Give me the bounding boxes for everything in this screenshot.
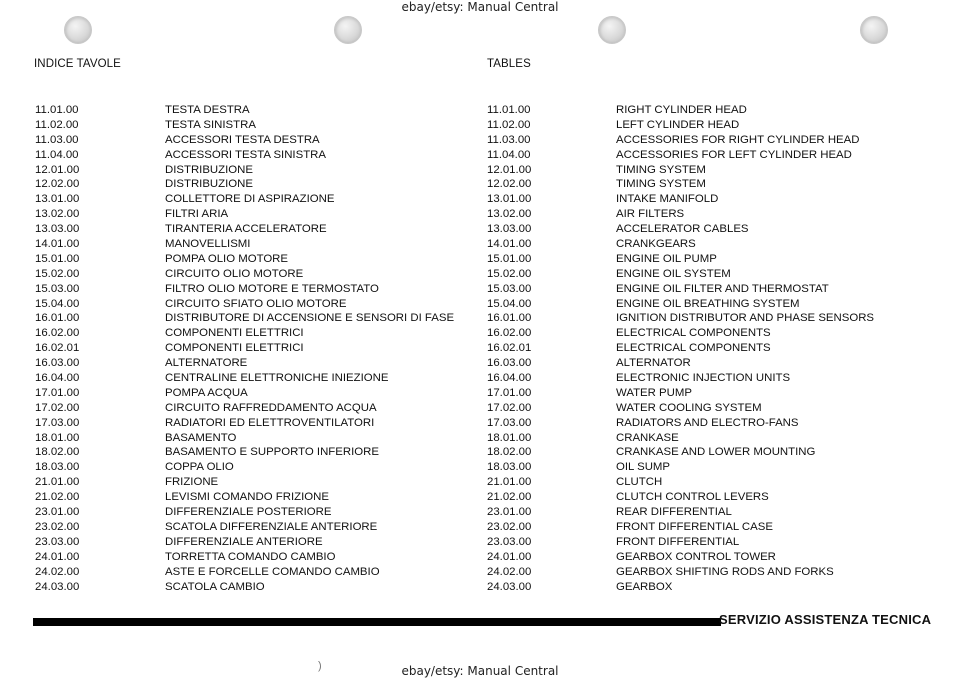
table-code-en: 21.01.00 xyxy=(487,476,532,489)
table-code-it: 13.03.00 xyxy=(35,223,80,236)
table-code-en: 24.01.00 xyxy=(487,550,532,563)
table-description-en: ELECTRICAL COMPONENTS xyxy=(616,342,771,355)
scan-mark: ) xyxy=(318,660,322,672)
table-code-en: 21.02.00 xyxy=(487,491,532,504)
table-description-it: DIFFERENZIALE POSTERIORE xyxy=(165,506,332,519)
table-code-en: 23.02.00 xyxy=(487,520,532,533)
table-description-en: GEARBOX CONTROL TOWER xyxy=(616,550,776,563)
table-description-it: DIFFERENZIALE ANTERIORE xyxy=(165,535,323,548)
table-description-en: ENGINE OIL PUMP xyxy=(616,252,717,265)
table-code-en: 23.01.00 xyxy=(487,506,532,519)
table-description-it: TESTA DESTRA xyxy=(165,104,250,116)
table-code-en: 18.03.00 xyxy=(487,461,532,474)
table-description-it: COLLETTORE DI ASPIRAZIONE xyxy=(165,193,335,206)
table-description-it: ACCESSORI TESTA DESTRA xyxy=(165,133,320,146)
table-description-en: ACCESSORIES FOR LEFT CYLINDER HEAD xyxy=(616,148,852,161)
table-code-en: 16.02.00 xyxy=(487,327,532,340)
table-code-en: 13.02.00 xyxy=(487,208,532,221)
table-description-en: ENGINE OIL FILTER AND THERMOSTAT xyxy=(616,282,829,295)
table-description-it: ACCESSORI TESTA SINISTRA xyxy=(165,148,326,161)
table-description-en: CLUTCH xyxy=(616,476,663,489)
table-description-it: MANOVELLISMI xyxy=(165,238,251,251)
table-code-it: 18.01.00 xyxy=(35,431,80,444)
table-description-en: TIMING SYSTEM xyxy=(616,163,706,176)
table-description-en: ACCELERATOR CABLES xyxy=(616,223,749,236)
table-code-it: 11.03.00 xyxy=(35,133,79,146)
table-description-it: TORRETTA COMANDO CAMBIO xyxy=(165,550,336,563)
table-description-it: SCATOLA DIFFERENZIALE ANTERIORE xyxy=(165,520,378,533)
punch-hole-icon xyxy=(860,16,888,44)
table-code-it: 21.02.00 xyxy=(35,491,80,504)
table-code-en: 18.02.00 xyxy=(487,446,532,459)
table-code-en: 15.03.00 xyxy=(487,282,532,295)
table-code-it: 16.02.01 xyxy=(35,342,80,355)
table-description-en: FRONT DIFFERENTIAL xyxy=(616,535,740,548)
table-code-en: 15.01.00 xyxy=(487,252,532,265)
index-title-english: TABLES xyxy=(487,58,531,70)
table-description-en: GEARBOX xyxy=(616,580,673,593)
table-description-it: COMPONENTI ELETTRICI xyxy=(165,342,304,355)
table-description-en: CRANKGEARS xyxy=(616,238,696,251)
table-description-en: OIL SUMP xyxy=(616,461,671,474)
table-code-it: 24.01.00 xyxy=(35,550,80,563)
index-title-italian: INDICE TAVOLE xyxy=(34,58,121,70)
table-description-en: LEFT CYLINDER HEAD xyxy=(616,118,740,131)
table-code-en: 16.01.00 xyxy=(487,312,532,325)
table-description-it: POMPA ACQUA xyxy=(165,386,248,399)
table-code-it: 11.01.00 xyxy=(35,104,79,116)
table-description-en: ENGINE OIL SYSTEM xyxy=(616,267,731,280)
table-description-it: FRIZIONE xyxy=(165,476,219,489)
table-code-it: 14.01.00 xyxy=(35,238,80,251)
table-code-it: 15.03.00 xyxy=(35,282,80,295)
table-description-en: CRANKASE xyxy=(616,431,679,444)
table-code-it: 16.02.00 xyxy=(35,327,80,340)
table-description-it: SCATOLA CAMBIO xyxy=(165,580,265,593)
table-code-en: 11.01.00 xyxy=(487,104,531,116)
table-description-it: TIRANTERIA ACCELERATORE xyxy=(165,223,327,236)
italian-code-column xyxy=(35,103,145,594)
table-description-en: RIGHT CYLINDER HEAD xyxy=(616,104,747,116)
table-description-it: COMPONENTI ELETTRICI xyxy=(165,327,304,340)
table-code-it: 12.02.00 xyxy=(35,178,80,191)
table-code-en: 15.04.00 xyxy=(487,297,532,310)
watermark-bottom: ebay/etsy: Manual Central xyxy=(401,664,559,678)
table-description-en: IGNITION DISTRIBUTOR AND PHASE SENSORS xyxy=(616,312,875,325)
punch-hole-icon xyxy=(334,16,362,44)
table-code-it: 23.03.00 xyxy=(35,535,80,548)
english-code-column xyxy=(487,103,597,594)
table-code-en: 16.03.00 xyxy=(487,357,532,370)
table-description-it: DISTRIBUZIONE xyxy=(165,178,253,191)
table-description-it: FILTRI ARIA xyxy=(165,208,229,221)
table-code-it: 12.01.00 xyxy=(35,163,80,176)
table-description-en: GEARBOX SHIFTING RODS AND FORKS xyxy=(616,565,834,578)
table-description-it: ASTE E FORCELLE COMANDO CAMBIO xyxy=(165,565,380,578)
table-code-en: 23.03.00 xyxy=(487,535,532,548)
english-description-column xyxy=(616,103,936,594)
table-description-en: TIMING SYSTEM xyxy=(616,178,706,191)
italian-description-column xyxy=(165,103,465,594)
table-code-it: 15.01.00 xyxy=(35,252,80,265)
table-code-it: 18.02.00 xyxy=(35,446,80,459)
table-description-en: FRONT DIFFERENTIAL CASE xyxy=(616,520,773,533)
table-description-it: CIRCUITO RAFFREDDAMENTO ACQUA xyxy=(165,401,377,414)
footer-label: SERVIZIO ASSISTENZA TECNICA xyxy=(719,612,932,627)
table-description-it: TESTA SINISTRA xyxy=(165,118,256,131)
table-code-it: 13.01.00 xyxy=(35,193,80,206)
table-code-en: 12.02.00 xyxy=(487,178,532,191)
table-code-en: 15.02.00 xyxy=(487,267,532,280)
table-description-it: BASAMENTO E SUPPORTO INFERIORE xyxy=(165,446,379,459)
table-description-en: CRANKASE AND LOWER MOUNTING xyxy=(616,446,816,459)
table-code-it: 15.02.00 xyxy=(35,267,80,280)
table-code-en: 13.03.00 xyxy=(487,223,532,236)
table-code-en: 24.02.00 xyxy=(487,565,532,578)
table-description-it: DISTRIBUTORE DI ACCENSIONE E SENSORI DI FASE xyxy=(165,312,455,325)
table-description-en: AIR FILTERS xyxy=(616,208,685,221)
table-code-en: 24.03.00 xyxy=(487,580,532,593)
table-code-it: 23.01.00 xyxy=(35,506,80,519)
table-code-en: 14.01.00 xyxy=(487,238,532,251)
table-code-en: 17.03.00 xyxy=(487,416,532,429)
table-description-en: ELECTRICAL COMPONENTS xyxy=(616,327,771,340)
punch-hole-icon xyxy=(64,16,92,44)
table-description-it: POMPA OLIO MOTORE xyxy=(165,252,288,265)
table-description-it: BASAMENTO xyxy=(165,431,237,444)
table-description-it: LEVISMI COMANDO FRIZIONE xyxy=(165,491,329,504)
watermark-top: ebay/etsy: Manual Central xyxy=(401,0,559,14)
table-code-it: 16.01.00 xyxy=(35,312,80,325)
table-code-en: 13.01.00 xyxy=(487,193,532,206)
table-code-it: 16.03.00 xyxy=(35,357,80,370)
table-code-it: 23.02.00 xyxy=(35,520,80,533)
table-code-it: 11.02.00 xyxy=(35,118,79,131)
table-description-it: CENTRALINE ELETTRONICHE INIEZIONE xyxy=(165,372,389,385)
table-description-en: ACCESSORIES FOR RIGHT CYLINDER HEAD xyxy=(616,133,860,146)
table-code-it: 15.04.00 xyxy=(35,297,80,310)
table-code-en: 12.01.00 xyxy=(487,163,532,176)
table-description-it: RADIATORI ED ELETTROVENTILATORI xyxy=(165,416,375,429)
table-description-en: WATER COOLING SYSTEM xyxy=(616,401,762,414)
table-code-en: 17.02.00 xyxy=(487,401,532,414)
table-description-it: DISTRIBUZIONE xyxy=(165,163,253,176)
table-description-en: ENGINE OIL BREATHING SYSTEM xyxy=(616,297,800,310)
table-description-en: CLUTCH CONTROL LEVERS xyxy=(616,491,769,504)
table-code-en: 18.01.00 xyxy=(487,431,532,444)
table-code-it: 18.03.00 xyxy=(35,461,80,474)
table-code-en: 11.03.00 xyxy=(487,133,531,146)
table-description-en: INTAKE MANIFOLD xyxy=(616,193,719,206)
table-description-it: FILTRO OLIO MOTORE E TERMOSTATO xyxy=(165,282,379,295)
footer-rule xyxy=(33,618,721,626)
table-description-en: WATER PUMP xyxy=(616,386,692,399)
table-description-it: COPPA OLIO xyxy=(165,461,234,474)
table-description-it: CIRCUITO OLIO MOTORE xyxy=(165,267,304,280)
table-code-en: 16.04.00 xyxy=(487,372,532,385)
table-description-en: ALTERNATOR xyxy=(616,357,691,370)
table-code-it: 21.01.00 xyxy=(35,476,80,489)
table-description-en: REAR DIFFERENTIAL xyxy=(616,506,732,519)
table-code-it: 17.01.00 xyxy=(35,386,80,399)
table-code-it: 24.02.00 xyxy=(35,565,80,578)
table-code-en: 11.04.00 xyxy=(487,148,531,161)
table-description-en: RADIATORS AND ELECTRO-FANS xyxy=(616,416,799,429)
table-description-en: ELECTRONIC INJECTION UNITS xyxy=(616,372,791,385)
table-description-it: CIRCUITO SFIATO OLIO MOTORE xyxy=(165,297,347,310)
table-code-it: 17.02.00 xyxy=(35,401,80,414)
table-code-it: 17.03.00 xyxy=(35,416,80,429)
table-code-en: 16.02.01 xyxy=(487,342,532,355)
table-code-en: 17.01.00 xyxy=(487,386,532,399)
punch-hole-icon xyxy=(598,16,626,44)
table-code-it: 13.02.00 xyxy=(35,208,80,221)
table-description-it: ALTERNATORE xyxy=(165,357,248,370)
table-code-en: 11.02.00 xyxy=(487,118,531,131)
table-code-it: 16.04.00 xyxy=(35,372,80,385)
table-code-it: 24.03.00 xyxy=(35,580,80,593)
table-code-it: 11.04.00 xyxy=(35,148,79,161)
